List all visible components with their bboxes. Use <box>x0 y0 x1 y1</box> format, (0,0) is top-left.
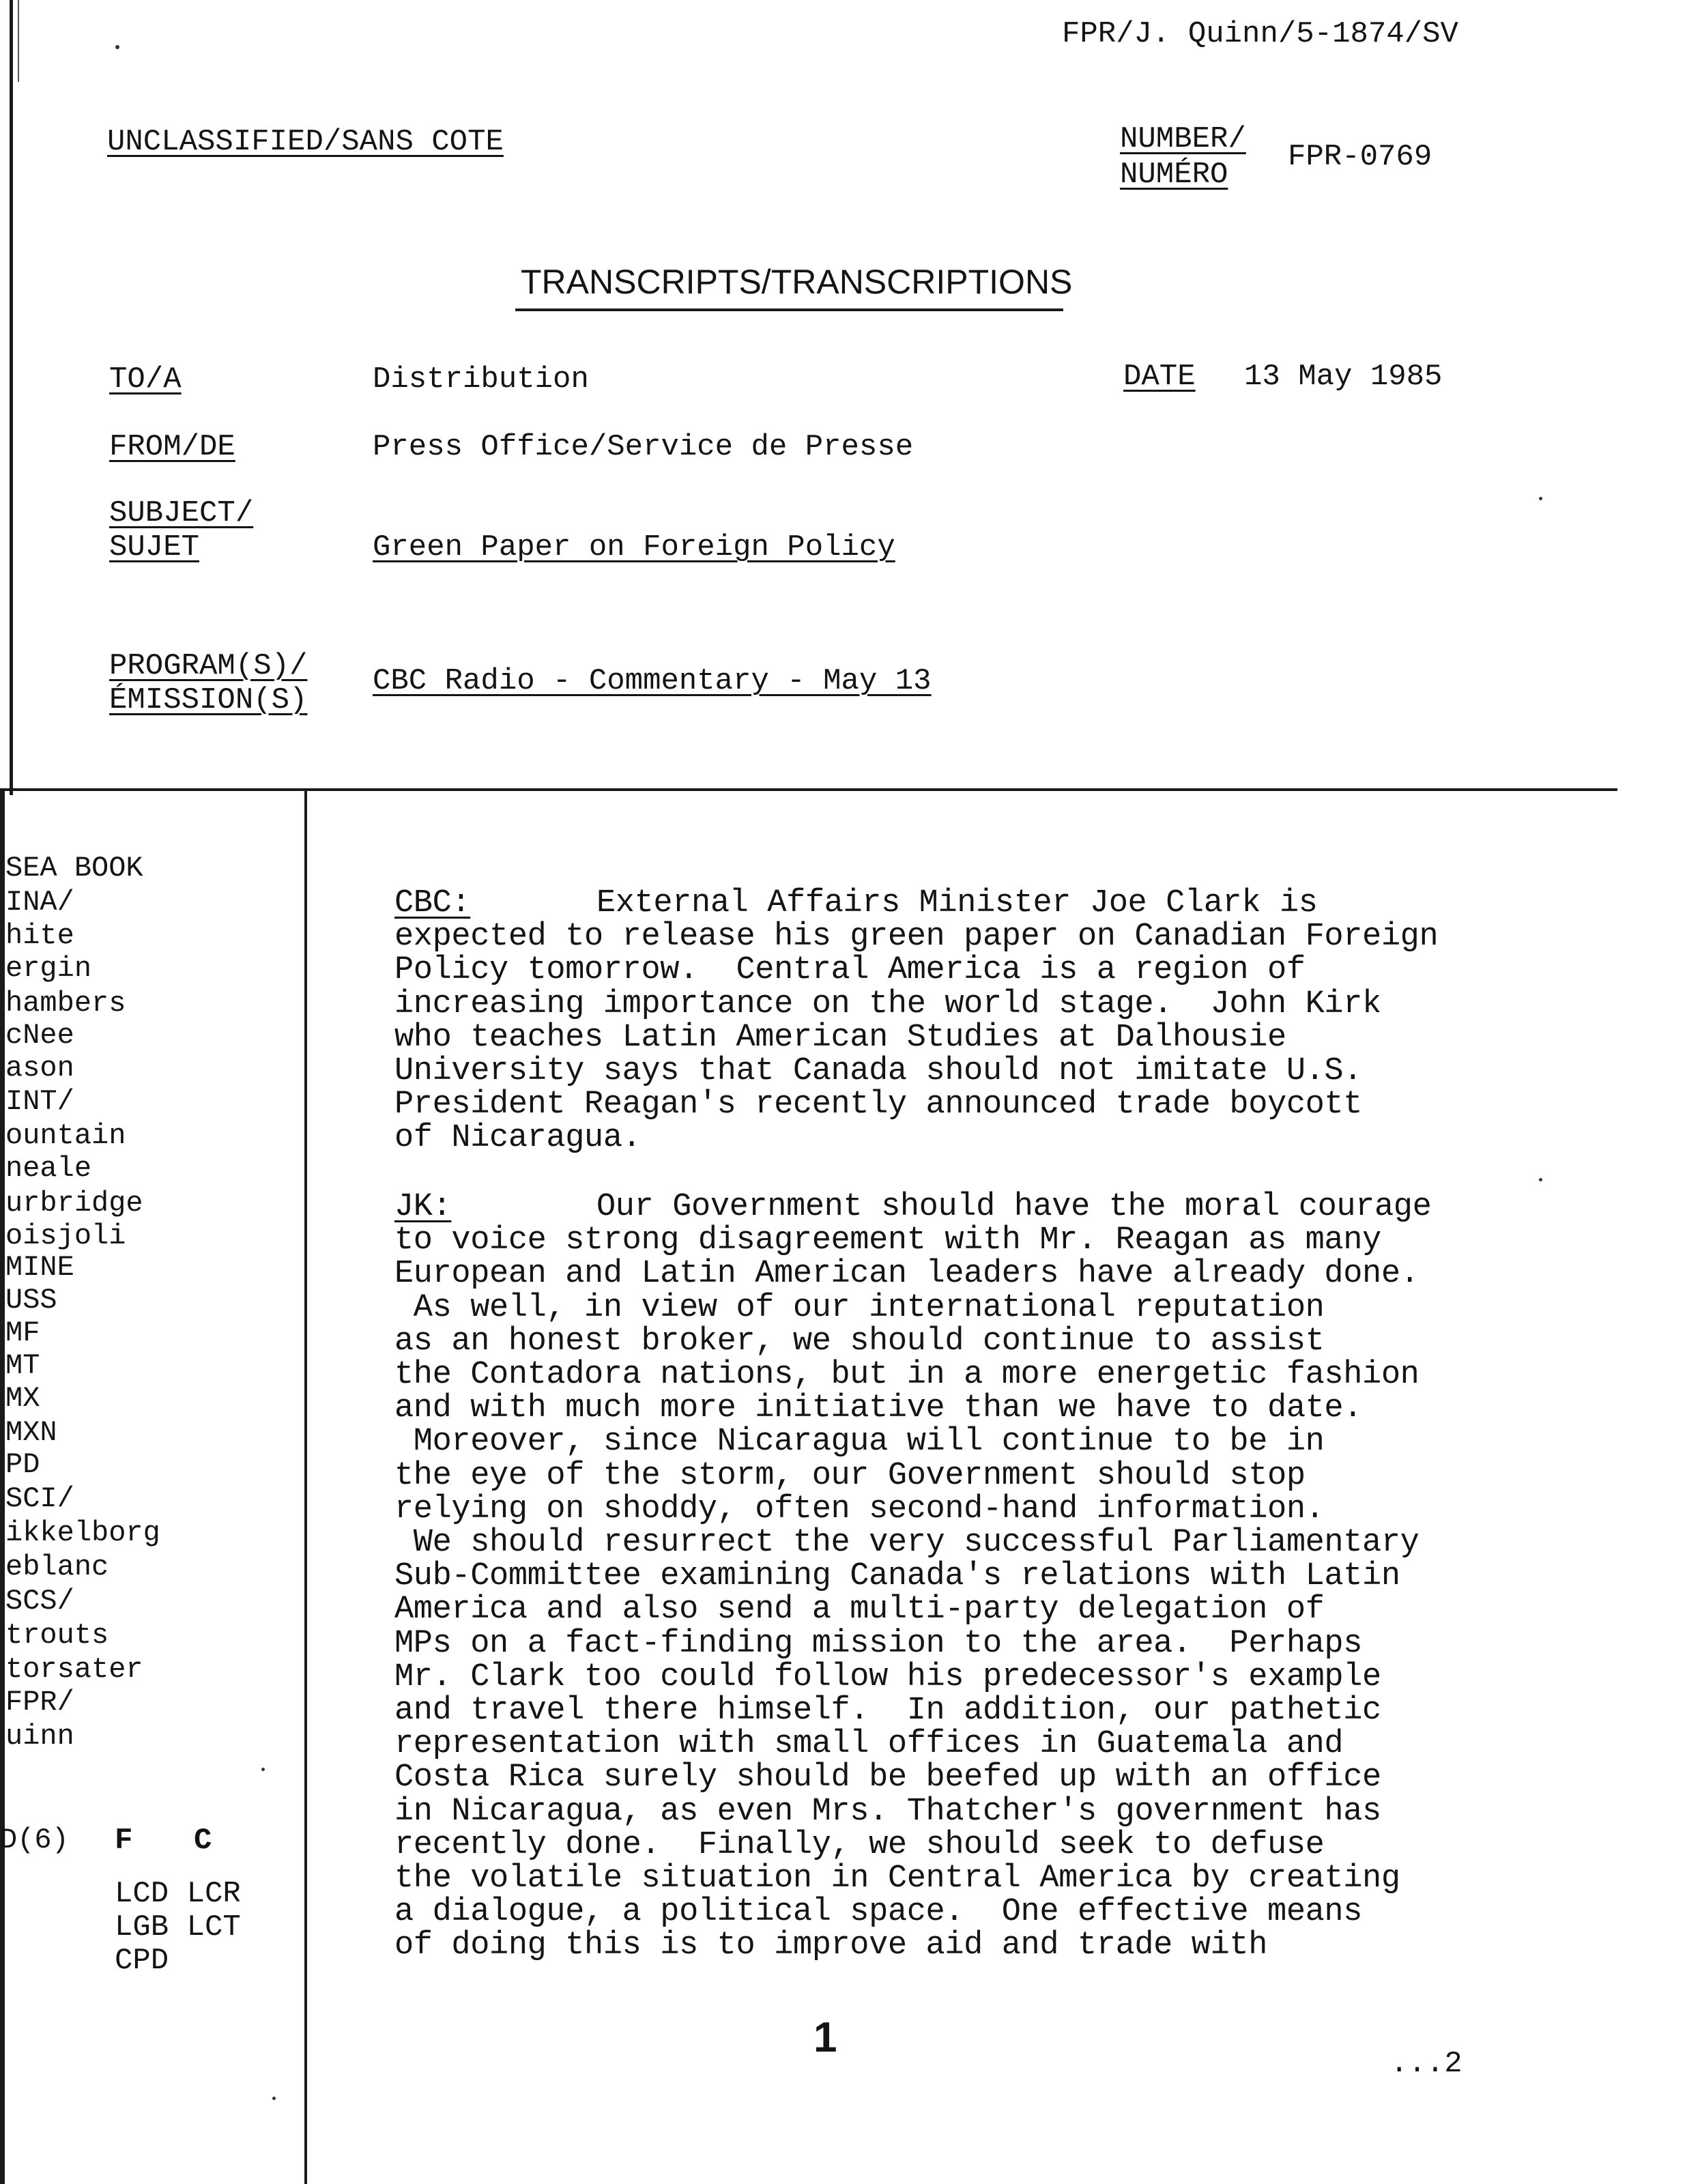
number-label-fr: NUMÉRO <box>1120 158 1228 192</box>
transcript-line: European and Latin American leaders have already done. <box>394 1256 1420 1293</box>
distribution-col-f: F <box>115 1824 133 1858</box>
date-value: 13 May 1985 <box>1244 360 1443 394</box>
column-divider <box>304 790 307 2184</box>
distribution-entry: INT/ <box>5 1085 74 1118</box>
distribution-header: SEA BOOK <box>5 852 143 885</box>
distribution-codes-row2: LGB LCT <box>115 1910 241 1944</box>
distribution-entry: eblanc <box>5 1551 109 1583</box>
transcript-line: representation with small offices in Guatemala and <box>394 1726 1344 1763</box>
title-underline <box>515 308 1063 311</box>
program-value: CBC Radio - Commentary - May 13 <box>373 664 932 698</box>
subject-value: Green Paper on Foreign Policy <box>373 530 895 564</box>
transcript-line: the Contadora nations, but in a more energetic fashion <box>394 1357 1420 1393</box>
transcript-line: to voice strong disagreement with Mr. Reagan as many <box>394 1222 1381 1259</box>
transcript-line: University says that Canada should not imitate U.S. <box>394 1053 1363 1089</box>
document-title: TRANSCRIPTS/TRANSCRIPTIONS <box>521 263 1073 301</box>
scan-speck <box>272 2097 276 2100</box>
distribution-entry: ason <box>5 1052 74 1084</box>
transcript-line: President Reagan's recently announced trade boycott <box>394 1087 1363 1123</box>
distribution-entry: USS <box>5 1284 57 1317</box>
distribution-entry: urbridge <box>5 1187 143 1220</box>
transcript-line: recently done. Finally, we should seek to defuse <box>394 1826 1325 1863</box>
subject-label-fr: SUJET <box>109 530 200 564</box>
distribution-entry: SCI/ <box>5 1482 74 1515</box>
transcript-line: of doing this is to improve aid and trade with <box>394 1927 1268 1964</box>
distribution-entry: hite <box>5 919 74 952</box>
from-value: Press Office/Service de Presse <box>373 430 914 464</box>
transcript-line: We should resurrect the very successful Parliamentary <box>394 1525 1420 1561</box>
distribution-entry: PD <box>5 1448 40 1481</box>
transcript-line: As well, in view of our international reputation <box>394 1289 1325 1326</box>
speaker-jk: JK: <box>394 1189 452 1225</box>
classification-label: UNCLASSIFIED/SANS COTE <box>107 125 504 159</box>
file-reference: FPR/J. Quinn/5-1874/SV <box>1062 17 1458 51</box>
to-value: Distribution <box>373 362 589 397</box>
transcript-line: and with much more initiative than we have to date. <box>394 1390 1363 1427</box>
scan-speck <box>261 1768 265 1771</box>
transcript-line: Costa Rica surely should be beefed up with an office <box>394 1759 1381 1796</box>
scan-speck <box>1539 1178 1542 1181</box>
subject-label-en: SUBJECT/ <box>109 496 254 530</box>
distribution-entry: neale <box>5 1152 92 1185</box>
transcript-line: Policy tomorrow. Central America is a region of <box>394 952 1306 989</box>
distribution-entry: MF <box>5 1317 40 1349</box>
transcript-line: expected to release his green paper on Canadian Foreign <box>394 919 1439 956</box>
speaker-cbc: CBC: <box>394 885 471 921</box>
distribution-col-c: C <box>194 1824 212 1858</box>
transcript-line: who teaches Latin American Studies at Dalhousie <box>394 1019 1286 1056</box>
distribution-entry: MX <box>5 1382 40 1415</box>
transcript-line: in Nicaragua, as even Mrs. Thatcher's government has <box>394 1793 1381 1830</box>
scan-speck <box>1539 497 1542 500</box>
scan-edge-line <box>10 0 13 795</box>
transcript-line: as an honest broker, we should continue to assist <box>394 1323 1325 1360</box>
left-column-edge <box>0 790 5 2184</box>
transcript-line: of Nicaragua. <box>394 1120 642 1157</box>
distribution-codes-row3: CPD <box>115 1944 169 1978</box>
transcript-line: increasing importance on the world stage. John Kirk <box>394 986 1381 1022</box>
distribution-entry: FPR/ <box>5 1686 74 1719</box>
distribution-entry: ergin <box>5 952 92 985</box>
program-label-fr: ÉMISSION(S) <box>109 683 308 717</box>
distribution-entry: MT <box>5 1349 40 1382</box>
transcript-line: a dialogue, a political space. One effective means <box>394 1894 1363 1931</box>
distribution-entry: INA/ <box>5 886 74 919</box>
transcript-line: MPs on a fact-finding mission to the area. Perhaps <box>394 1625 1363 1662</box>
distribution-entry: MINE <box>5 1251 74 1284</box>
number-value: FPR-0769 <box>1288 140 1432 174</box>
transcript-line: the volatile situation in Central America by creating <box>394 1860 1400 1897</box>
distribution-entry: trouts <box>5 1619 109 1652</box>
to-label: TO/A <box>109 362 182 397</box>
continuation-marker: ...2 <box>1390 2047 1463 2081</box>
transcript-line: relying on shoddy, often second-hand information. <box>394 1491 1325 1527</box>
header-divider <box>0 788 1617 791</box>
distribution-codes-row1: LCD LCR <box>115 1877 241 1911</box>
distribution-entry: ountain <box>5 1119 126 1152</box>
distribution-entry: ikkelborg <box>5 1517 160 1549</box>
distribution-d6: D(6) <box>0 1824 69 1856</box>
from-label: FROM/DE <box>109 430 235 464</box>
program-label-en: PROGRAM(S)/ <box>109 649 308 683</box>
distribution-entry: SCS/ <box>5 1585 74 1618</box>
transcript-line: and travel there himself. In addition, our pathetic <box>394 1693 1381 1729</box>
scan-speck <box>115 45 119 49</box>
number-label-en: NUMBER/ <box>1120 122 1246 156</box>
transcript-line: Moreover, since Nicaragua will continue to be in <box>394 1424 1325 1461</box>
page-number: 1 <box>813 2014 837 2061</box>
distribution-entry: uinn <box>5 1720 74 1753</box>
transcript-line: Mr. Clark too could follow his predecessor's example <box>394 1658 1381 1695</box>
distribution-entry: MXN <box>5 1416 57 1449</box>
transcript-line: Sub-Committee examining Canada's relations with Latin <box>394 1558 1400 1595</box>
distribution-entry: oisjoli <box>5 1220 126 1252</box>
distribution-entry: cNee <box>5 1019 74 1052</box>
distribution-entry: torsater <box>5 1653 143 1686</box>
scan-edge-line <box>18 0 19 82</box>
transcript-line: External Affairs Minister Joe Clark is <box>596 885 1318 921</box>
transcript-line: the eye of the storm, our Government should stop <box>394 1457 1306 1494</box>
transcript-line: America and also send a multi-party delegation of <box>394 1592 1325 1628</box>
distribution-entry: hambers <box>5 987 126 1020</box>
date-label: DATE <box>1123 360 1196 394</box>
transcript-line: Our Government should have the moral courage <box>596 1189 1432 1225</box>
